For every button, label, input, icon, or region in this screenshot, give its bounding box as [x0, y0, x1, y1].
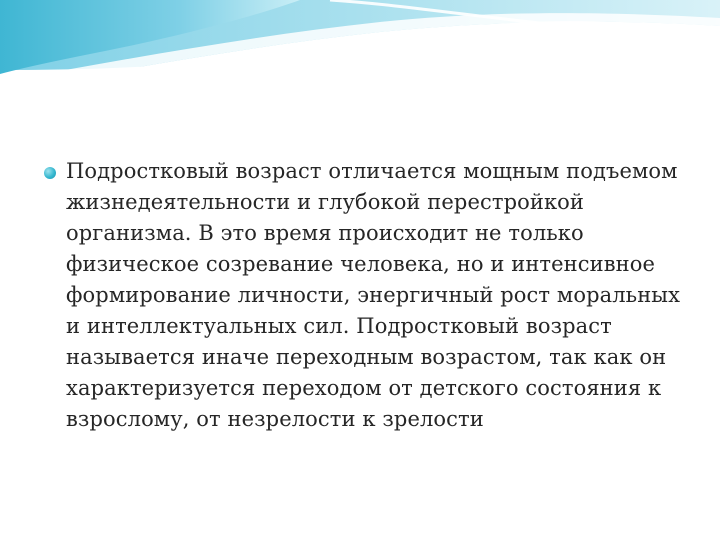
bullet-text: Подростковый возраст отличается мощным подъемом жизнедеятельности и глубокой перестройкой организма. В это время происходит не только физическое созревание человека, но и интенсивное формирование личности, энергичный рост моральных и интеллектуальных сил. Подростковый возраст называется иначе переходным возрастом, так как он характеризуется переходом от детского состояния к взрослому, от незрелости к зрелости	[66, 159, 681, 431]
decorative-wave-header	[0, 0, 720, 120]
list-item	[44, 156, 696, 435]
bullet-list	[44, 156, 696, 435]
round-teal-bullet-icon	[44, 167, 56, 179]
